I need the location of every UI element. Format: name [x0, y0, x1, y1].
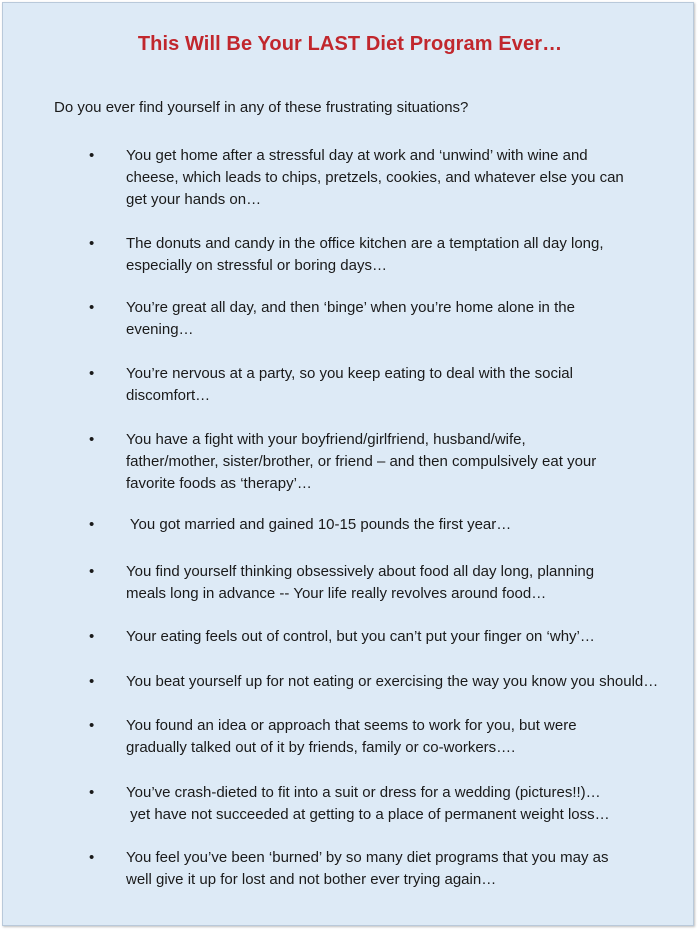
bullet-icon: •	[89, 673, 95, 690]
list-item-text: You feel you’ve been ‘burned’ by so many diet programs that you may as well give it up for lost and not bother ever trying again…	[126, 849, 609, 888]
bullet-icon: •	[89, 717, 95, 734]
intro-text: Do you ever find yourself in any of these frustrating situations?	[54, 99, 469, 116]
list-item-text: Your eating feels out of control, but you can’t put your finger on ‘why’…	[126, 628, 595, 645]
bullet-icon: •	[89, 299, 95, 316]
bullet-icon: •	[89, 784, 95, 801]
bullet-icon: •	[89, 563, 95, 580]
list-item-text: You’re nervous at a party, so you keep eating to deal with the social discomfort…	[126, 365, 573, 404]
list-item-text: The donuts and candy in the office kitchen are a temptation all day long, especially on stressful or boring days…	[126, 235, 604, 274]
list-item-text: You beat yourself up for not eating or exercising the way you know you should…	[126, 673, 659, 690]
page-title: This Will Be Your LAST Diet Program Ever…	[137, 33, 563, 55]
list-item-text: You’ve crash-dieted to fit into a suit or dress for a wedding (pictures!!)… yet have not succeeded at getting to a place of permanent weight loss…	[126, 784, 610, 823]
list-item-text: You found an idea or approach that seems to work for you, but were gradually talked out of it by friends, family or co-workers….	[126, 717, 577, 756]
list-item-text: You’re great all day, and then ‘binge’ when you’re home alone in the evening…	[126, 299, 575, 338]
bullet-icon: •	[89, 431, 95, 448]
list-item-text: You got married and gained 10-15 pounds the first year…	[126, 516, 512, 533]
bullet-icon: •	[89, 628, 95, 645]
bullet-icon: •	[89, 147, 95, 164]
bullet-icon: •	[89, 235, 95, 252]
list-item-text: You get home after a stressful day at work and ‘unwind’ with wine and cheese, which leads to chips, pretzels, cookies, and whatever else you can get your hands on…	[126, 147, 624, 208]
bullet-icon: •	[89, 849, 95, 866]
list-item-text: You find yourself thinking obsessively about food all day long, planning meals long in advance -- Your life really revolves around food…	[126, 563, 595, 602]
bullet-icon: •	[89, 365, 95, 382]
bullet-icon: •	[89, 516, 95, 533]
list-item-text: You have a fight with your boyfriend/girlfriend, husband/wife, father/mother, sister/brother, or friend – and then compulsively eat your favorite foods as ‘therapy’…	[126, 431, 597, 492]
